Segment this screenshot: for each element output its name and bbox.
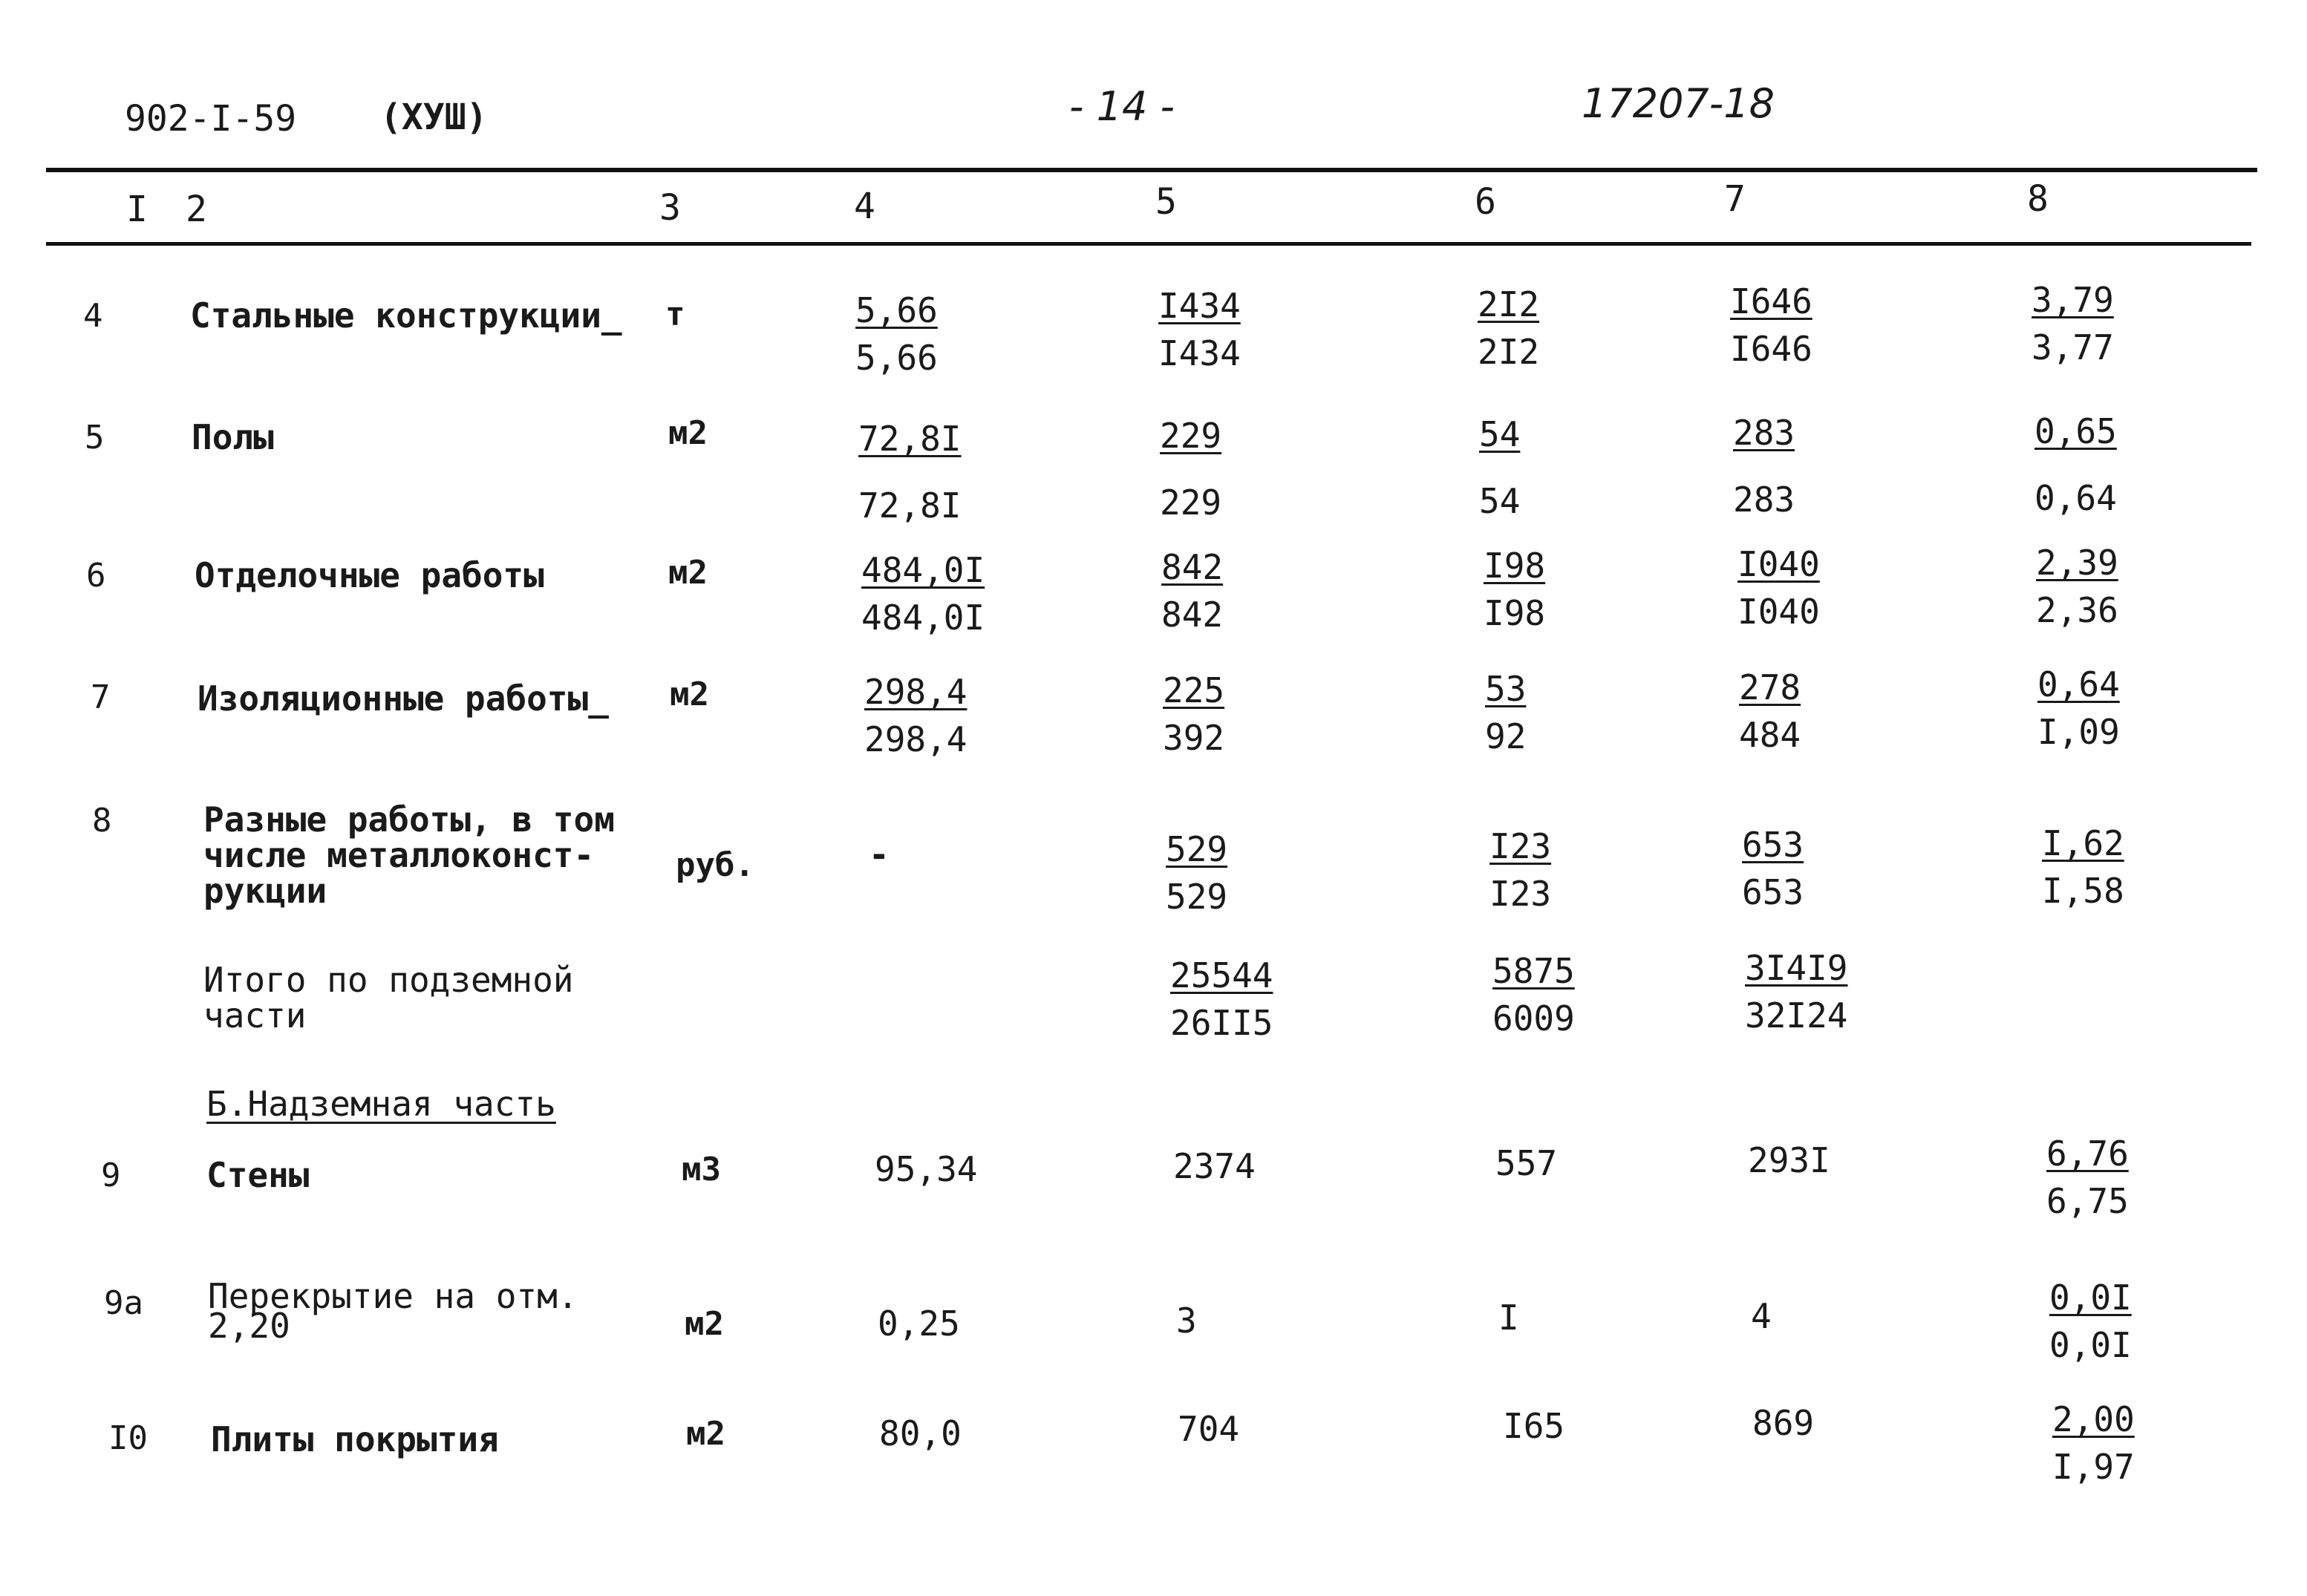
value-bottom: I98 — [1484, 593, 1546, 633]
value-bottom: 2I2 — [1478, 332, 1540, 372]
column-header-5: 5 — [1155, 181, 1177, 223]
row-name-line: Перекрытие на отм. — [208, 1276, 578, 1316]
value-cell — [1492, 947, 1575, 1042]
row-unit: т — [665, 295, 685, 333]
value-bottom: I,09 — [2037, 712, 2120, 752]
value-bottom: 229 — [1160, 483, 1222, 523]
value-bottom: 484 — [1739, 715, 1801, 755]
value-cell — [1739, 664, 1801, 759]
value-top: I23 — [1489, 826, 1552, 866]
column-header-2: 2 — [186, 189, 207, 230]
value-bottom: 72,8I — [858, 485, 962, 526]
value-bottom: I434 — [1158, 333, 1241, 373]
subtotal-label-line: Итого по подземной — [203, 960, 574, 1000]
value-bottom: I646 — [1730, 329, 1812, 369]
row-unit: м2 — [668, 554, 708, 592]
value-cell: 293I — [1748, 1140, 1830, 1180]
value-cell — [2049, 1274, 2132, 1369]
value-cell — [1737, 540, 1820, 635]
value-bottom: 283 — [1733, 480, 1795, 520]
series-label: (ХУШ) — [380, 97, 488, 138]
section-heading: Б.Надземная часть — [206, 1084, 556, 1124]
column-header-7: 7 — [1724, 178, 1746, 220]
row-unit: м2 — [685, 1305, 724, 1343]
value-top: 283 — [1733, 413, 1795, 453]
value-cell — [1170, 952, 1273, 1047]
value-cell: 3 — [1176, 1301, 1197, 1341]
row-name: Плиты покрытия — [211, 1419, 499, 1459]
value-top: 3I4I9 — [1745, 948, 1848, 988]
value-bottom: 842 — [1161, 595, 1224, 635]
value-cell — [1730, 278, 1812, 373]
table-top-rule — [46, 168, 2257, 172]
value-top: 2,39 — [2036, 543, 2118, 583]
value-top: 298,4 — [864, 672, 967, 712]
value-cell — [861, 546, 985, 641]
value-cell — [1163, 667, 1224, 762]
value-cell — [1733, 399, 1795, 533]
row-number: 9а — [104, 1284, 143, 1322]
row-number: I0 — [108, 1419, 148, 1457]
value-top: 5,66 — [855, 290, 938, 330]
value-top: 0,64 — [2037, 664, 2120, 704]
value-cell: 557 — [1495, 1143, 1558, 1183]
value-cell: 0,25 — [878, 1304, 960, 1344]
value-bottom: 653 — [1742, 872, 1804, 912]
table-header-rule — [46, 242, 2251, 246]
row-unit: м3 — [682, 1151, 721, 1188]
column-header-6: 6 — [1475, 181, 1496, 223]
value-top: 6,76 — [2046, 1134, 2129, 1174]
value-cell — [1484, 542, 1545, 637]
value-cell — [1160, 402, 1221, 536]
value-cell — [1745, 944, 1847, 1039]
value-cell — [1479, 401, 1520, 534]
value-cell — [2052, 1396, 2135, 1491]
value-cell — [2037, 661, 2120, 756]
row-number: 6 — [86, 557, 106, 595]
value-bottom: 529 — [1166, 877, 1228, 917]
value-cell: I65 — [1503, 1406, 1565, 1446]
row-name-line: рукции — [203, 871, 327, 911]
page-number: - 14 - — [1069, 83, 1175, 130]
row-name — [208, 1278, 578, 1344]
value-top: 72,8I — [858, 419, 962, 459]
value-top: 484,0I — [861, 550, 985, 590]
value-cell: 869 — [1752, 1403, 1815, 1443]
value-bottom: 298,4 — [864, 719, 967, 759]
value-cell — [1158, 282, 1241, 377]
row-unit: м2 — [670, 676, 709, 713]
document-number: 17207-18 — [1582, 80, 1775, 127]
value-cell: 95,34 — [875, 1149, 978, 1189]
row-name: Изоляционные работы_ — [198, 678, 609, 719]
value-top: I040 — [1737, 544, 1820, 584]
value-bottom: 3,77 — [2032, 327, 2114, 367]
column-header-1: I — [126, 189, 148, 230]
value-cell — [855, 287, 938, 382]
value-bottom: I,58 — [2042, 871, 2124, 911]
value-top: 653 — [1742, 825, 1804, 865]
value-top: I646 — [1730, 281, 1812, 321]
row-name — [203, 799, 615, 911]
row-name: Стальные конструкции_ — [190, 295, 622, 336]
value-bottom: 0,64 — [2034, 478, 2117, 518]
column-header-8: 8 — [2027, 178, 2049, 220]
value-cell: 704 — [1178, 1409, 1240, 1449]
value-bottom: 92 — [1485, 716, 1527, 756]
row-number: 7 — [91, 678, 111, 716]
row-number: 5 — [85, 419, 105, 457]
value-cell — [1478, 281, 1539, 376]
value-top: 842 — [1161, 547, 1224, 587]
value-cell: 4 — [1751, 1296, 1772, 1336]
row-number: 8 — [92, 802, 112, 840]
value-bottom: I23 — [1489, 874, 1552, 914]
value-top: 5875 — [1492, 951, 1575, 991]
value-bottom: I040 — [1737, 592, 1820, 632]
value-cell: 80,0 — [879, 1413, 962, 1453]
subtotal-label-line: части — [203, 995, 307, 1036]
value-cell — [1485, 665, 1526, 760]
value-top: 0,0I — [2049, 1278, 2132, 1318]
value-top: 529 — [1166, 829, 1228, 869]
value-cell — [858, 405, 961, 539]
value-bottom: 392 — [1163, 718, 1225, 758]
value-cell — [1489, 822, 1551, 918]
value-cell — [1161, 543, 1223, 638]
value-cell: - — [869, 834, 890, 874]
row-unit: руб. — [676, 846, 754, 884]
row-name: Полы — [192, 417, 274, 457]
value-top: I434 — [1158, 286, 1241, 326]
row-number: 9 — [101, 1157, 121, 1194]
column-header-3: 3 — [659, 187, 681, 229]
value-cell — [2042, 820, 2124, 915]
value-top: I,62 — [2042, 823, 2124, 863]
value-top: 25544 — [1170, 955, 1273, 995]
value-bottom: 5,66 — [855, 338, 938, 378]
value-bottom: 484,0I — [861, 598, 985, 638]
subtotal-label — [203, 960, 574, 1036]
document-code: 902-I-59 — [125, 98, 297, 140]
value-top: 0,65 — [2034, 411, 2117, 451]
value-cell — [2046, 1130, 2129, 1225]
value-bottom: 0,0I — [2049, 1325, 2132, 1365]
value-top: 2,00 — [2052, 1399, 2135, 1439]
row-name: Отделочные работы — [195, 555, 544, 595]
value-top: 278 — [1739, 667, 1801, 707]
value-cell — [1742, 821, 1804, 916]
value-bottom: 6,75 — [2046, 1181, 2129, 1221]
value-cell — [2036, 539, 2118, 634]
value-bottom: I,97 — [2052, 1447, 2135, 1487]
value-top: 2I2 — [1478, 284, 1540, 324]
row-name-line: 2,20 — [208, 1306, 290, 1346]
value-cell — [2034, 398, 2117, 532]
value-top: 3,79 — [2032, 280, 2114, 320]
row-name-line: числе металлоконст- — [203, 835, 595, 875]
value-cell — [864, 668, 967, 763]
value-cell: 2374 — [1173, 1146, 1256, 1186]
value-bottom: 26II5 — [1170, 1003, 1273, 1043]
value-bottom: 2,36 — [2036, 590, 2118, 630]
value-top: I98 — [1484, 546, 1546, 586]
value-cell: I — [1498, 1298, 1519, 1338]
value-bottom: 6009 — [1492, 998, 1575, 1039]
row-name-line: Разные работы, в том — [203, 799, 615, 840]
row-unit: м2 — [686, 1415, 725, 1453]
value-top: 229 — [1160, 416, 1222, 456]
value-top: 54 — [1479, 414, 1521, 454]
value-bottom: 54 — [1479, 481, 1521, 521]
row-unit: м2 — [668, 414, 708, 452]
value-cell — [2032, 276, 2114, 371]
row-name: Стены — [206, 1155, 310, 1195]
value-bottom: 32I24 — [1745, 995, 1848, 1036]
value-top: 53 — [1485, 669, 1527, 709]
row-number: 4 — [83, 297, 103, 335]
value-top: 225 — [1163, 670, 1225, 710]
column-header-4: 4 — [854, 186, 875, 227]
value-cell — [1166, 825, 1227, 920]
